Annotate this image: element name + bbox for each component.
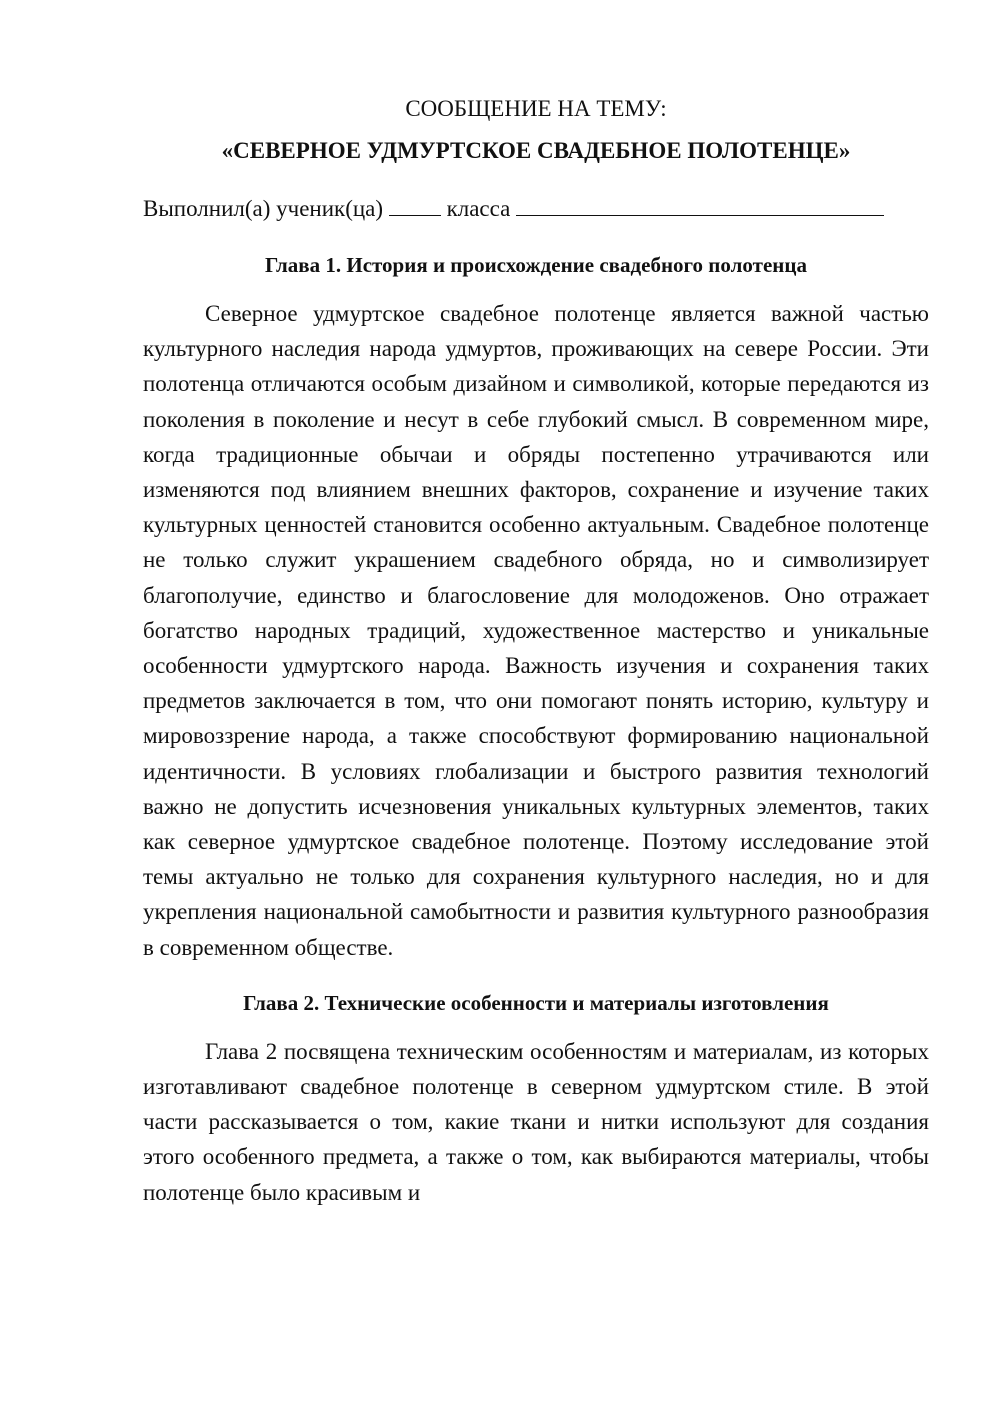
chapter-heading: Глава 2. Технические особенности и материалы изготовления [243, 990, 829, 1015]
document-page [143, 0, 929, 1210]
chapter-heading: Глава 1. История и происхождение свадебного полотенца [265, 253, 807, 277]
author-label: Выполнил(а) ученик(ца) [143, 196, 384, 221]
chapter-paragraph: Глава 2 посвящена техническим особенностям и материалам, из которых изготавливают свадебное полотенце в северном удмуртском стиле. В этой части рассказывается о том, какие ткани и нитки используют для создания этого особенного предмета, а также о том, как выбираются материалы, чтобы полотенце было красивым и [143, 1038, 929, 1205]
document-subtitle: «СЕВЕРНОЕ УДМУРТСКОЕ СВАДЕБНОЕ ПОЛОТЕНЦЕ» [221, 138, 851, 163]
student-name-blank [516, 193, 884, 216]
chapter-paragraph: Северное удмуртское свадебное полотенце является важной частью культурного наследия народа удмуртов, проживающих на севере России. Эти полотенца отличаются особым дизайном и символикой, которые передаются из поколения в поколение и несут в себе глубокий смысл. В современном мире, когда традиционные обычаи и обряды постепенно утрачиваются или изменяются под влиянием внешних факторов, сохранение и изучение таких культурных ценностей становится особенно актуальным. Свадебное полотенце не только служит украшением свадебного обряда, но и символизирует благополучие, единство и благословение для молодоженов. Оно отражает богатство народных традиций, художественное мастерство и уникальные особенности удмуртского народа. Важность изучения и сохранения таких предметов заключается в том, что они помогают понять историю, культуру и мировоззрение народа, а также способствуют формированию национальной идентичности. В условиях глобализации и быстрого развития технологий важно не допустить исчезновения уникальных культурных элементов, таких как северное удмуртское свадебное полотенце. Поэтому исследование этой темы актуально не только для сохранения культурного наследия, но и для укрепления национальной самобытности и развития культурного разнообразия в современном обществе. [143, 301, 929, 960]
class-label: класса [446, 196, 511, 221]
document-title: СООБЩЕНИЕ НА ТЕМУ: [405, 96, 667, 121]
author-line [143, 192, 929, 226]
class-number-blank [389, 193, 441, 216]
